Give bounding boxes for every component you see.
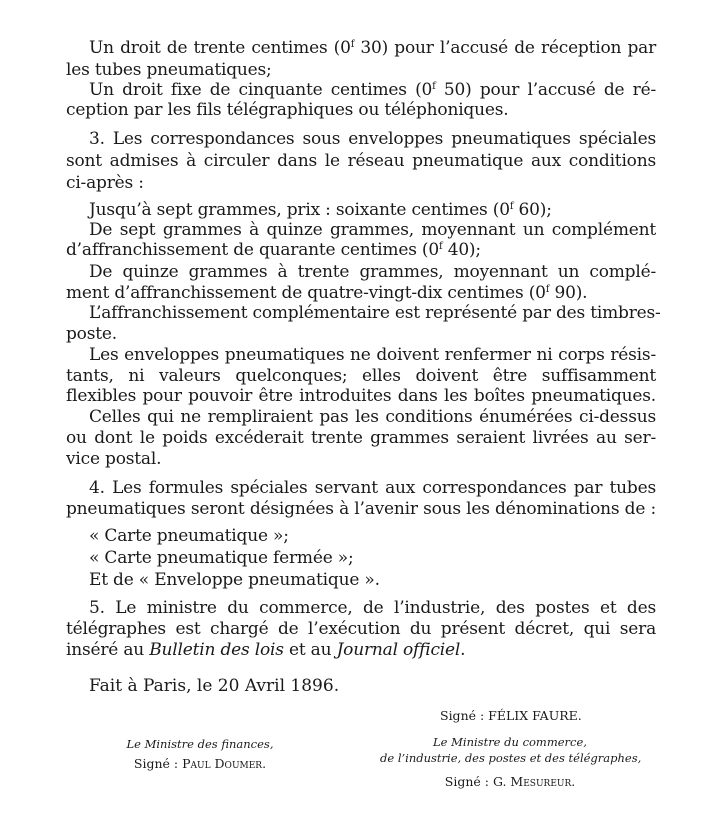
text-line: d’affranchissement de quarante centimes (0$^f$ 40); xyxy=(66,240,481,260)
president-signature: Signé : FÉLIX FAURE. xyxy=(440,708,582,723)
minister-commerce-title-line1: Le Ministre du commerce, xyxy=(433,735,587,749)
text-line: ou dont le poids excéderait trente grammes seraient livrées au ser- xyxy=(66,428,656,448)
text-line: ment d’affranchissement de quatre-vingt-dix centimes (0$^f$ 90). xyxy=(66,283,588,303)
text-line: ception par les fils télégraphiques ou téléphoniques. xyxy=(66,100,509,120)
minister-finances-signature: Signé : Paul Doumer. xyxy=(133,756,267,771)
text-line: 4. Les formules spéciales servant aux correspondances par tubes xyxy=(89,478,656,498)
text-line: Jusqu’à sept grammes, prix : soixante centimes (0$^f$ 60); xyxy=(89,200,552,220)
text-line: Un droit de trente centimes (0$^f$ 30) pour l’accusé de réception par xyxy=(89,38,656,58)
text-line: télégraphes est chargé de l’exécution du présent décret, qui sera xyxy=(66,619,656,639)
minister-finances-title: Le Ministre des finances, xyxy=(126,737,274,751)
text-line: De quinze grammes à trente grammes, moyennant un complé- xyxy=(89,262,656,282)
text-line: poste. xyxy=(66,324,117,344)
text-line: pneumatiques seront désignées à l’avenir sous les dénominations de : xyxy=(66,499,656,519)
text-line: L’affranchissement complémentaire est représenté par des timbres- xyxy=(89,303,661,323)
date-line: Fait à Paris, le 20 Avril 1896. xyxy=(89,676,340,696)
text-line: les tubes pneumatiques; xyxy=(66,60,272,80)
text-line: Un droit fixe de cinquante centimes (0$^f$ 50) pour l’accusé de ré- xyxy=(89,80,657,100)
text-line: 5. Le ministre du commerce, de l’industrie, des postes et des xyxy=(89,598,656,618)
text-line: inséré au Bulletin des lois et au Journal officiel. xyxy=(66,640,466,660)
text-line: 3. Les correspondances sous enveloppes pneumatiques spéciales xyxy=(89,129,656,149)
minister-commerce-signature: Signé : G. Mesureur. xyxy=(444,774,576,789)
text-line: flexibles pour pouvoir être introduites dans les boîtes pneumatiques. xyxy=(66,386,656,406)
minister-commerce-title-line2: de l’industrie, des postes et des télégraphes, xyxy=(380,751,642,765)
text-line: ci-après : xyxy=(66,173,144,193)
text-line: De sept grammes à quinze grammes, moyennant un complément xyxy=(89,220,656,240)
text-line: « Carte pneumatique fermée »; xyxy=(89,548,354,568)
text-line: sont admises à circuler dans le réseau pneumatique aux conditions xyxy=(66,151,656,171)
text-line: Et de « Enveloppe pneumatique ». xyxy=(89,570,380,590)
text-line: Les enveloppes pneumatiques ne doivent renfermer ni corps résis- xyxy=(89,345,656,365)
text-line: Celles qui ne rempliraient pas les conditions énumérées ci-dessus xyxy=(89,407,656,427)
text-line: vice postal. xyxy=(66,449,162,469)
text-line: « Carte pneumatique »; xyxy=(89,526,289,546)
text-line: tants, ni valeurs quelconques; elles doivent être suffisamment xyxy=(66,366,656,386)
